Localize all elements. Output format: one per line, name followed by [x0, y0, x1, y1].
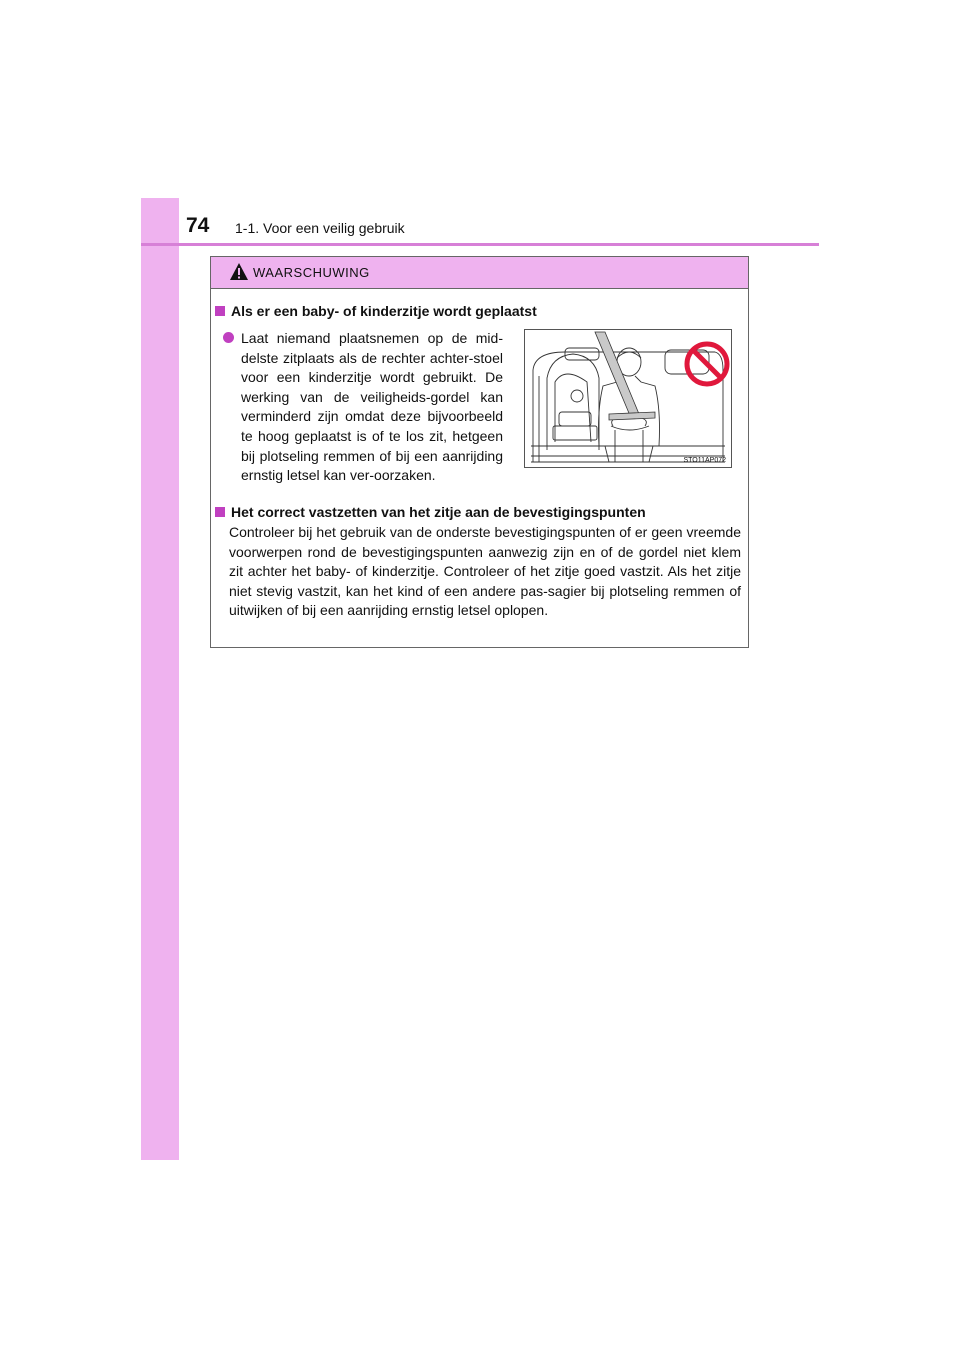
round-bullet-icon: [223, 332, 234, 343]
illustration-child-seat: [524, 329, 732, 468]
warning-triangle-icon: [229, 262, 249, 281]
square-bullet-icon: [215, 306, 225, 316]
heading-anchor-points: Het correct vastzetten van het zitje aan de bevestigingspunten: [215, 504, 646, 520]
warning-title: WAARSCHUWING: [253, 265, 370, 280]
page-number: 74: [186, 214, 210, 237]
square-bullet-icon: [215, 507, 225, 517]
seat-illustration: [525, 330, 731, 467]
bullet-text: Laat niemand plaatsnemen op de mid-delste zitplaats als de rechter achter-stoel voor een kinderzitje wordt gebruikt. De werking van de veiligheids-gordel kan verminderd zijn omdat deze bijvoorbeeld te hoog geplaatst is of te los zit, hetgeen bij plotseling remmen of bij een aanrijding ernstig letsel kan ver-oorzaken.: [241, 330, 503, 484]
section-title: 1-1. Voor een veilig gebruik: [235, 220, 405, 236]
paragraph-anchor-points: Controleer bij het gebruik van de onderste bevestigingspunten of er geen vreemde voorwerpen rond de bevestigingspunten aanwezig zijn en of de gordel niet klem zit achter het baby- of kinderzitje. Controleer of het zitje goed vastzit. Als het zitje niet stevig vastzit, kan het kind of een andere pas-sagier bij plotseling remmen of uitwijken of bij een aanrijding ernstig letsel oplopen.: [229, 524, 741, 619]
warning-header: [211, 257, 748, 289]
warning-box: [210, 256, 749, 648]
heading-child-seat: Als er een baby- of kinderzitje wordt geplaatst: [215, 303, 537, 319]
figure-code: STO11AP072: [683, 457, 726, 464]
prohibition-icon: [687, 344, 727, 384]
side-tab: [141, 198, 179, 1160]
header-rule: [141, 243, 819, 246]
